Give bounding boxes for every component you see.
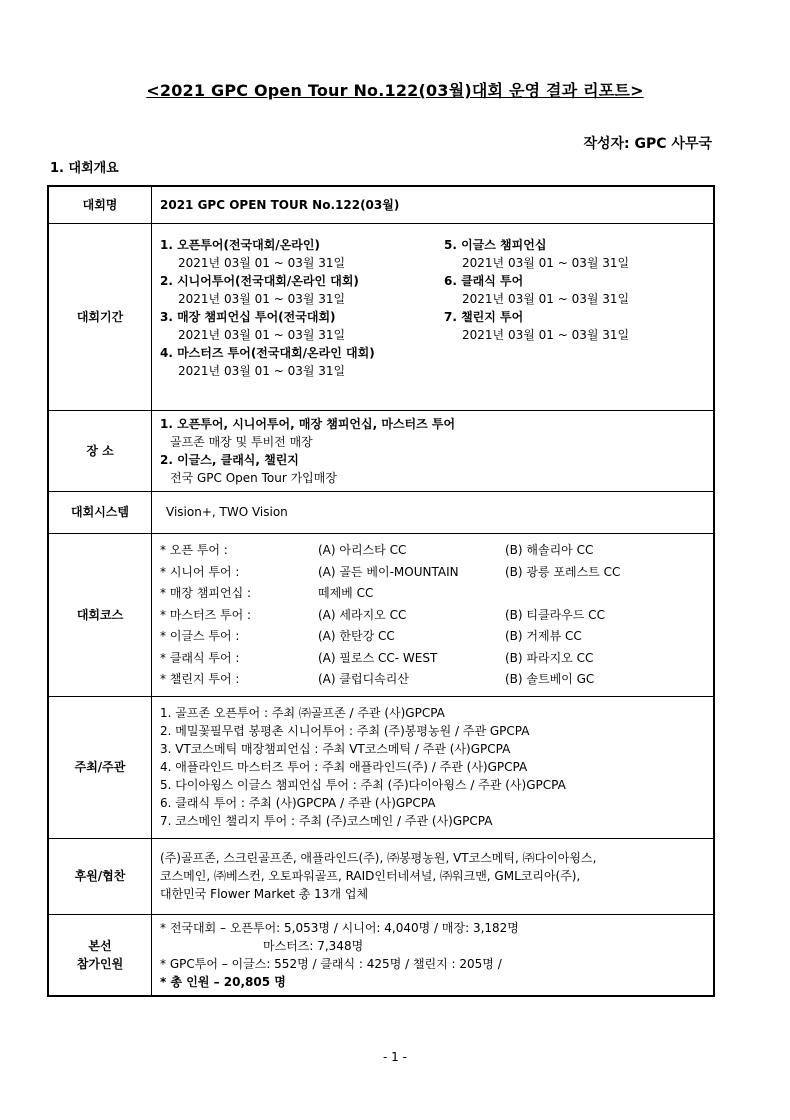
period-item-date: 2021년 03월 01 ~ 03월 31일 (178, 255, 346, 270)
row-period (48, 223, 714, 410)
period-item-date: 2021년 03월 01 ~ 03월 31일 (462, 291, 630, 306)
value-system: Vision+, TWO Vision (152, 491, 715, 533)
course-b: (B) 거제뷰 CC (505, 629, 582, 643)
value-sponsor (152, 838, 715, 914)
period-item-date: 2021년 03월 01 ~ 03월 31일 (462, 255, 630, 270)
label-participants (48, 914, 152, 996)
page-number: - 1 - (383, 1050, 407, 1064)
venue-line: 2. 이글스, 클래식, 챌린지 (160, 452, 299, 467)
period-item-date: 2021년 03월 01 ~ 03월 31일 (462, 327, 630, 342)
host-line: 7. 코스메인 챌리지 투어 : 주최 (주)코스메인 / 주관 (사)GPCPA (160, 814, 493, 828)
label-host: 주최/주관 (48, 696, 152, 838)
course-b: (B) 광릉 포레스트 CC (505, 564, 621, 579)
label-venue: 장 소 (48, 410, 152, 491)
row-system (48, 491, 714, 533)
course-b: (B) 파라지오 CC (505, 650, 594, 665)
sponsor-line: 대한민국 Flower Market 총 13개 업체 (160, 887, 369, 901)
course-tour: * 챌린지 투어 : (160, 672, 240, 686)
sponsor-line: 코스메인, ㈜베스컨, 오토파워골프, RAID인터네셔널, ㈜워크맨, GML코리아(주), (160, 869, 581, 883)
period-right-column (444, 236, 629, 380)
course-b: (B) 솔트베이 GC (505, 672, 595, 686)
course-tour: * 매장 챔피언십 : (160, 586, 252, 600)
label-system: 대회시스템 (48, 491, 152, 533)
course-row (160, 582, 707, 604)
row-courses (48, 533, 714, 696)
period-left-column (160, 236, 444, 380)
period-item-title: 5. 이글스 챔피언십 (444, 237, 547, 252)
course-a: (A) 세라지오 CC (318, 607, 407, 622)
course-a: (A) 클럽디속리산 (318, 672, 409, 686)
row-venue (48, 410, 714, 491)
sponsor-line: (주)골프존, 스크린골프존, 애플라인드(주), ㈜봉평농원, VT코스메틱, ㈜다이아윙스, (160, 851, 597, 865)
participants-label-line2: 참가인원 (76, 956, 124, 971)
participants-label-line1: 본선 (88, 938, 112, 953)
author-line: 작성자: GPC 사무국 (583, 136, 712, 152)
row-participants (48, 914, 714, 996)
course-a: (A) 한탄강 CC (318, 629, 395, 643)
course-row (160, 561, 707, 583)
course-row (160, 668, 707, 690)
course-b: (B) 티클라우드 CC (505, 607, 605, 622)
period-item-title: 4. 마스터즈 투어(전국대회/온라인 대회) (160, 345, 375, 360)
course-tour: * 시니어 투어 : (160, 564, 240, 579)
host-line: 3. VT코스메틱 매장챔피언십 : 주최 VT코스메틱 / 주관 (사)GPCPA (160, 742, 511, 756)
course-row (160, 604, 707, 626)
course-tour: * 이글스 투어 : (160, 629, 240, 643)
course-a: (A) 필로스 CC- WEST (318, 650, 438, 665)
section-heading: 1. 대회개요 (50, 161, 119, 176)
value-courses (152, 533, 715, 696)
value-event-name: 2021 GPC OPEN TOUR No.122(03월) (152, 186, 715, 223)
label-event-name: 대회명 (48, 186, 152, 223)
row-event-name (48, 186, 714, 223)
overview-table (47, 185, 715, 997)
label-period: 대회기간 (48, 223, 152, 410)
value-host (152, 696, 715, 838)
period-item-date: 2021년 03월 01 ~ 03월 31일 (178, 327, 346, 342)
period-item-title: 2. 시니어투어(전국대회/온라인 대회) (160, 273, 359, 288)
label-sponsor: 후원/협찬 (48, 838, 152, 914)
course-tour: * 클래식 투어 : (160, 650, 240, 665)
course-a: (A) 골든 베이-MOUNTAIN (318, 564, 459, 579)
row-host (48, 696, 714, 838)
course-a: 떼제베 CC (318, 586, 374, 600)
value-venue (152, 410, 715, 491)
label-courses: 대회코스 (48, 533, 152, 696)
venue-line: 전국 GPC Open Tour 가입매장 (170, 470, 337, 485)
period-item-title: 3. 매장 챔피언십 투어(전국대회) (160, 309, 336, 324)
venue-line: 골프존 매장 및 투비전 매장 (170, 434, 313, 449)
participants-line: * GPC투어 – 이글스: 552명 / 클래식 : 425명 / 챌린지 : 205명 / (160, 956, 502, 971)
course-row (160, 647, 707, 669)
host-line: 4. 애플라인드 마스터즈 투어 : 주최 애플라인드(주) / 주관 (사)GPCPA (160, 760, 528, 774)
course-b: (B) 해솔리아 CC (505, 543, 594, 557)
host-line: 1. 골프존 오픈투어 : 주최 ㈜골프존 / 주관 (사)GPCPA (160, 706, 445, 720)
period-item-date: 2021년 03월 01 ~ 03월 31일 (178, 363, 346, 378)
row-sponsor (48, 838, 714, 914)
period-item-title: 1. 오픈투어(전국대회/온라인) (160, 237, 320, 252)
participants-line: 마스터즈: 7,348명 (263, 938, 364, 953)
course-tour: * 마스터즈 투어 : (160, 607, 252, 622)
value-period (152, 223, 715, 410)
participants-total-line: * 총 인원 – 20,805 명 (160, 974, 286, 989)
value-participants (152, 914, 715, 996)
host-line: 6. 클래식 투어 : 주최 (사)GPCPA / 주관 (사)GPCPA (160, 796, 436, 810)
period-item-title: 6. 클래식 투어 (444, 273, 524, 288)
course-a: (A) 아리스타 CC (318, 543, 407, 557)
course-row (160, 539, 707, 561)
period-item-date: 2021년 03월 01 ~ 03월 31일 (178, 291, 346, 306)
host-line: 5. 다이아윙스 이글스 챔피언십 투어 : 주최 (주)다이아윙스 / 주관 (사)GPCPA (160, 778, 566, 792)
report-title: <2021 GPC Open Tour No.122(03월)대회 운영 결과 리포트> (146, 81, 644, 100)
venue-line: 1. 오픈투어, 시니어투어, 매장 챔피언십, 마스터즈 투어 (160, 416, 456, 431)
period-item-title: 7. 챌린지 투어 (444, 309, 524, 324)
participants-line: * 전국대회 – 오픈투어: 5,053명 / 시니어: 4,040명 / 매장: 3,182명 (160, 920, 519, 935)
course-row (160, 625, 707, 647)
host-line: 2. 메밀꽃필무렵 봉평촌 시니어투어 : 주최 (주)봉평농원 / 주관 GPCPA (160, 724, 530, 738)
course-tour: * 오픈 투어 : (160, 543, 228, 557)
